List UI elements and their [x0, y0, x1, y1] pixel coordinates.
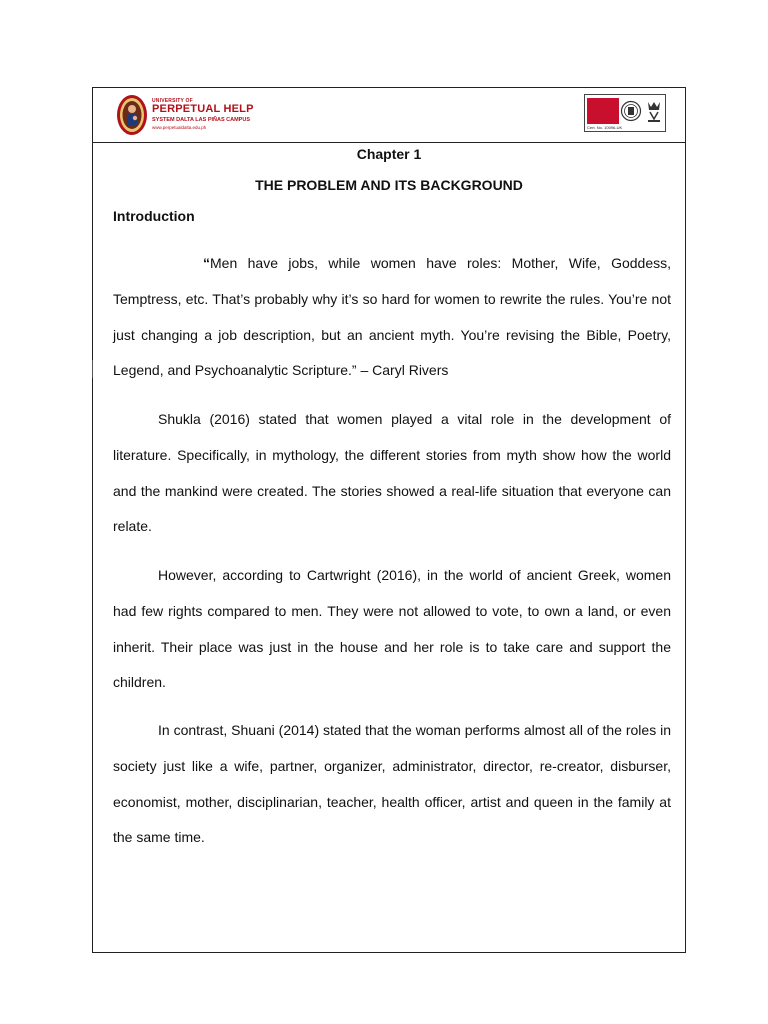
ukas-crown-icon — [645, 98, 663, 124]
chapter-label: Chapter 1 — [356, 146, 422, 162]
university-website: www.perpetualdalta.edu.ph — [152, 125, 207, 130]
opening-quote — [113, 246, 671, 389]
certification-panel — [587, 98, 619, 124]
paragraph: Shukla (2016) stated that women played a vital role in the development of literature. Specifically, in mythology, the different stories from myth show how the world and the mankind were created. The stories showed a real-life situation that everyone can relate. — [113, 411, 671, 535]
certification-badge — [584, 94, 666, 132]
campus-name: SYSTEM DALTA LAS PIÑAS CAMPUS — [152, 117, 250, 123]
university-name: PERPETUAL HELP — [152, 103, 254, 115]
margin-mark — [92, 360, 93, 378]
certificate-number: Cert. No. 10096-UK — [587, 125, 623, 130]
university-seal-icon — [116, 94, 148, 136]
certification-seal-icon — [620, 98, 642, 124]
header-divider — [92, 142, 686, 143]
section-heading: Introduction — [113, 208, 195, 224]
quote-mark: “ — [203, 255, 210, 271]
university-logo — [116, 94, 256, 138]
quote-text: Men have jobs, while women have roles: Mother, Wife, Goddess, Temptress, etc. That’s probably why it’s so hard for women to rewrite the rules. You’re not just changing a job description, but an ancient myth. You’re revising the Bible, Poetry, Legend, and Psychoanalytic Scripture.” – Caryl Rivers — [113, 255, 671, 379]
paragraph: However, according to Cartwright (2016), in the world of ancient Greek, women had few rights compared to men. They were not allowed to vote, to own a land, or even inherit. Their place was just in the house and her role is to take care and support the children. — [113, 567, 671, 691]
paragraph: In contrast, Shuani (2014) stated that the woman performs almost all of the roles in society just like a wife, partner, organizer, administrator, director, re-creator, disburser, economist, mother, disciplinarian, teacher, health officer, artist and queen in the family at the same time. — [113, 722, 671, 846]
university-label-top: UNIVERSITY OF — [152, 98, 193, 104]
chapter-title: THE PROBLEM AND ITS BACKGROUND — [255, 177, 523, 193]
